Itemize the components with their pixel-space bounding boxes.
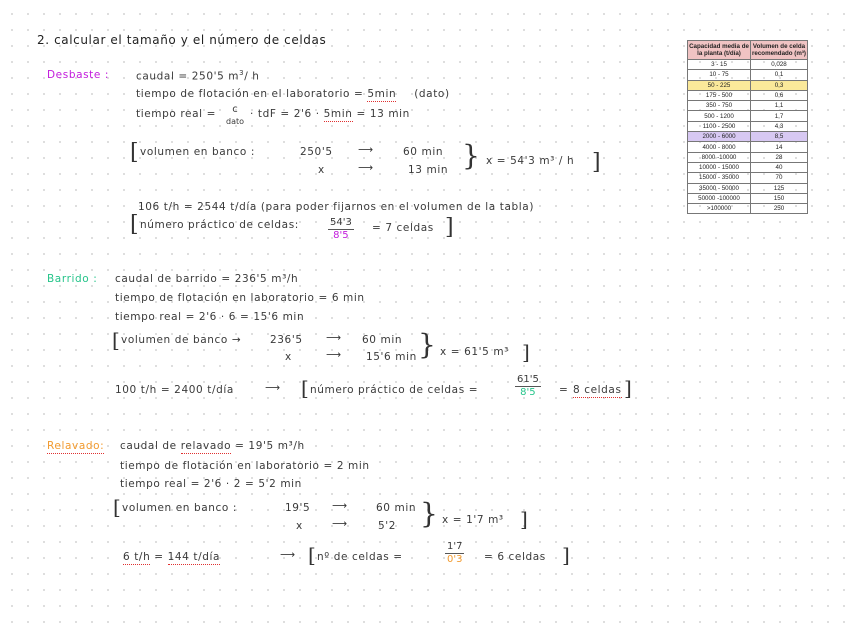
table-row [688,152,808,162]
barrido-label: Barrido : [47,273,98,285]
table-cell-volume: 1,7 [751,111,808,121]
desbaste-rule-r1b: 60 min [403,146,444,158]
relavado-celdas-result: = 6 celdas [484,551,546,563]
desbaste-fraction: $\frac{54'3}{8'5}$ [330,217,352,241]
table-cell-capacity: 10 - 75 [688,70,751,80]
table-row [688,193,808,203]
barrido-caudal: caudal de barrido = 236'5 m³/h [115,273,299,285]
table-cell-capacity: 10000 - 15000 [688,162,751,172]
table-header-volume: Volumen de celda recomendado (m³) [751,41,808,60]
barrido-fraction: $\frac{61'5}{8'5}$ [517,374,539,398]
brace-close: } [462,139,480,172]
barrido-rule-r2a: x [285,351,292,363]
table-cell-volume: 28 [751,152,808,162]
relavado-num-celdas-label: nº de celdas = [317,551,403,563]
table-cell-capacity: 8000 -10000 [688,152,751,162]
brace-close: } [418,328,436,361]
table-cell-capacity: 50 - 225 [688,80,751,90]
table-cell-capacity: 35000 - 50000 [688,183,751,193]
barrido-rule-r2b: 15'6 min [366,351,417,363]
table-cell-volume: 70 [751,173,808,183]
table-cell-volume: 14 [751,142,808,152]
table-cell-capacity: 50000 -100000 [688,193,751,203]
desbaste-celdas-result: = 7 celdas [372,222,434,234]
desbaste-volumen-label: volumen en banco : [140,146,255,158]
table-cell-capacity: 2000 - 6000 [688,132,751,142]
relavado-volumen-label: volumen en banco : [122,502,237,514]
table-row [688,90,808,100]
desbaste-label: Desbaste : [47,69,110,81]
desbaste-production: 106 t/h = 2544 t/día (para poder fijarnos en el volumen de la tabla) [138,201,535,213]
table-row [688,70,808,80]
cell-volume-table [687,40,808,214]
table-cell-capacity: 1100 - 2500 [688,121,751,131]
arrow-icon: ⟶ [358,144,374,156]
arrow-icon: ⟶ [332,500,348,512]
barrido-tiempo-lab: tiempo de flotación en laboratorio = 6 min [115,292,365,304]
bracket-open: [ [130,212,139,237]
barrido-tiempo-real: tiempo real = 2'6 · 6 = 15'6 min [115,311,305,323]
table-row [688,173,808,183]
bracket-close: ] [522,340,530,364]
desbaste-tiempo-lab: tiempo de flotación en el laboratorio = 5min (dato) [136,88,450,100]
barrido-production: 100 t/h = 2400 t/día [115,384,234,396]
arrow-icon: ⟶ [280,549,296,561]
table-header-capacity: Capacidad media de la planta (t/día) [688,41,751,60]
table-cell-volume: 0,1 [751,70,808,80]
desbaste-rule-r1a: 250'5 [300,146,333,158]
table-cell-volume: 0,6 [751,90,808,100]
desbaste-num-practico-label: número práctico de celdas: [140,219,299,231]
desbaste-volumen-result: x = 54'3 m³ / h [486,155,575,167]
table-cell-volume: 1,1 [751,101,808,111]
bracket-close: ] [562,543,570,567]
bracket-open: [ [112,328,120,352]
table-row [688,162,808,172]
table-row [688,101,808,111]
table-cell-volume: 250 [751,204,808,214]
bracket-open: [ [113,495,121,519]
arrow-icon: ⟶ [265,382,281,394]
relavado-tiempo-real: tiempo real = 2'6 · 2 = 5'2 min [120,478,302,490]
table-header-row [688,41,808,60]
table-cell-volume: 0,3 [751,80,808,90]
bracket-close: ] [624,376,632,400]
table-row [688,142,808,152]
barrido-equals: = [559,384,569,396]
bracket-close: ] [592,150,601,175]
bracket-close: ] [520,507,528,531]
barrido-volumen-result: x = 61'5 m³ [440,346,509,358]
table-cell-capacity: 500 - 1200 [688,111,751,121]
barrido-volumen-label: volumen de banco → [121,334,242,346]
table-row [688,80,808,90]
brace-close: } [420,497,438,530]
section-heading: 2. calcular el tamaño y el número de celdas [37,33,327,47]
relavado-rule-r2a: x [296,520,303,532]
arrow-icon: ⟶ [358,162,374,174]
relavado-caudal: caudal de relavado = 19'5 m³/h [120,440,305,452]
arrow-icon: ⟶ [326,349,342,361]
barrido-celdas-result: 8 celdas [573,384,622,396]
barrido-rule-r1b: 60 min [362,334,403,346]
arrow-icon: ⟶ [326,332,342,344]
table-cell-volume: 4,3 [751,121,808,131]
table-cell-capacity: >100000 [688,204,751,214]
bracket-close: ] [445,215,454,240]
table-row [688,183,808,193]
table-cell-capacity: 175 - 500 [688,90,751,100]
table-cell-volume: 8,5 [751,132,808,142]
desbaste-rule-r2b: 13 min [408,164,449,176]
relavado-rule-r1a: 19'5 [285,502,311,514]
relavado-label: Relavado: [47,440,105,452]
bracket-open: [ [308,543,316,567]
relavado-volumen-result: x = 1'7 m³ [442,514,504,526]
table-cell-volume: 150 [751,193,808,203]
table-row [688,60,808,70]
desbaste-rule-r2a: x [318,164,325,176]
table-cell-capacity: 15000 - 35000 [688,173,751,183]
desbaste-tiempo-real-label: tiempo real = [136,108,216,120]
desbaste-c-dato-fraction: c dato [226,104,245,126]
arrow-icon: ⟶ [332,518,348,530]
table-cell-volume: 125 [751,183,808,193]
barrido-rule-r1a: 236'5 [270,334,303,346]
desbaste-tiempo-real-calc: · tdF = 2'6 · 5min = 13 min [250,108,410,120]
table-cell-capacity: 350 - 750 [688,101,751,111]
relavado-fraction: $\frac{1'7}{0'3}$ [447,541,463,565]
barrido-num-practico-label: número práctico de celdas = [310,384,479,396]
table-cell-volume: 0,028 [751,60,808,70]
table-cell-capacity: 4000 - 8000 [688,142,751,152]
table-row [688,121,808,131]
relavado-tiempo-lab: tiempo de flotación en laboratorio = 2 min [120,460,370,472]
relavado-production: 6 t/h = 144 t/día [123,551,221,563]
relavado-rule-r2b: 5'2 [378,520,397,532]
bracket-open: [ [130,140,139,165]
table-body [688,60,808,214]
relavado-rule-r1b: 60 min [376,502,417,514]
table-cell-volume: 40 [751,162,808,172]
table-row [688,132,808,142]
table-cell-capacity: 3 - 15 [688,60,751,70]
desbaste-caudal: caudal = 250'5 $m^3/$ h [136,69,260,83]
table-row [688,111,808,121]
table-row [688,204,808,214]
bracket-open: [ [301,376,309,400]
